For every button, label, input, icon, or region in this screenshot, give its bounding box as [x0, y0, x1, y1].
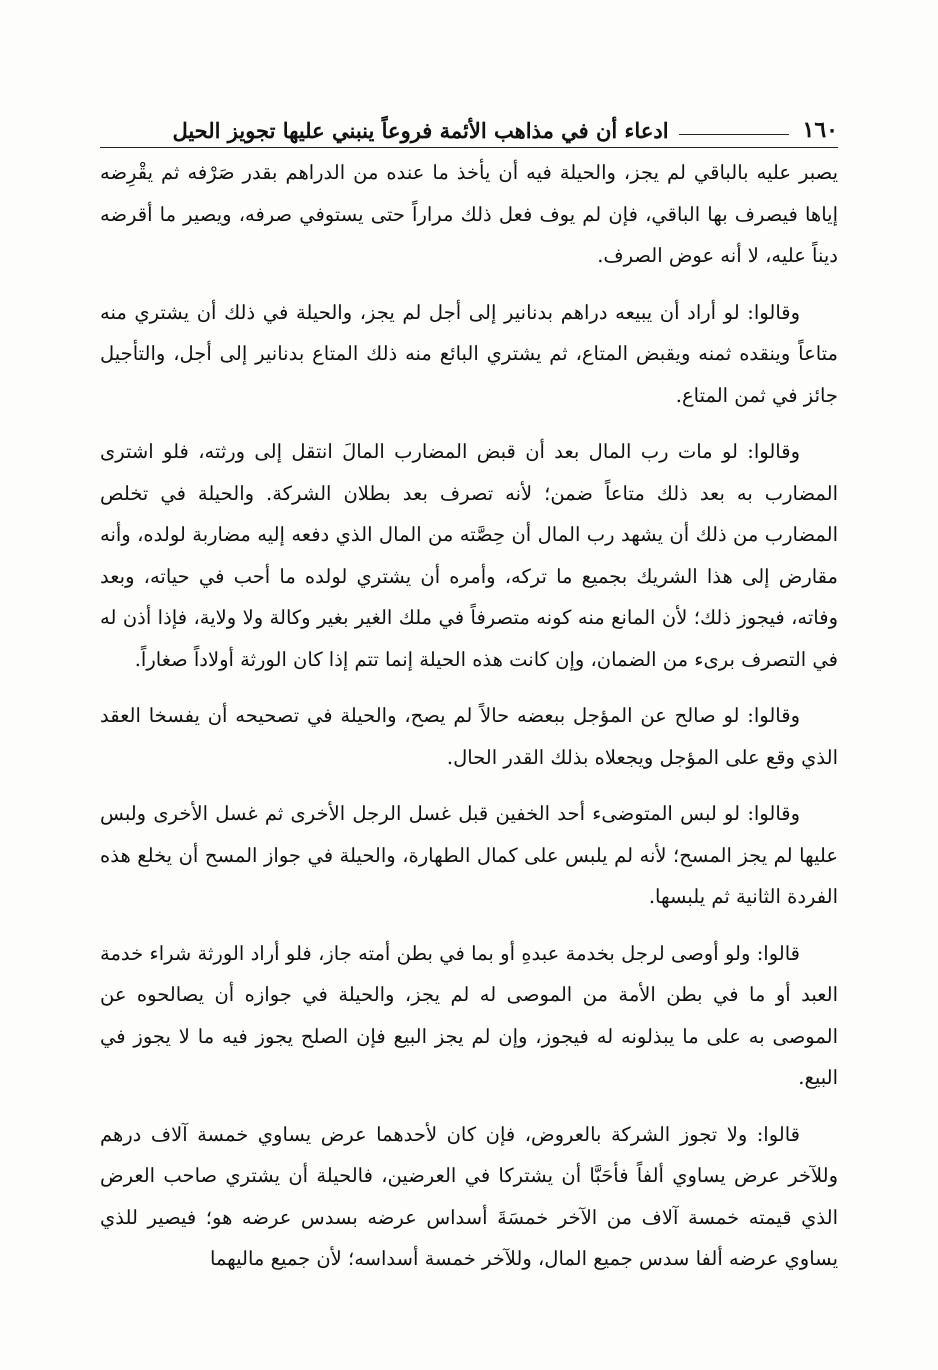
- paragraph-2: وقالوا: لو أراد أن يبيعه دراهم بدنانير إلى أجل لم يجز، والحيلة في ذلك أن يشتري منه متاعاً وينقده ثمنه ويقبض المتاع، ثم يشتري البائع منه ذلك المتاع بدنانير إلى أجل، والتأجيل جائز في ثمن المتاع.: [100, 300, 838, 407]
- paragraph-1: يصبر عليه بالباقي لم يجز، والحيلة فيه أن يأخذ ما عنده من الدراهم بقدر صَرْفه ثم يقْرِضه إياها فيصرف بها الباقي، فإن لم يوف فعل ذلك مراراً حتى يستوفي صرفه، ويصير ما أقرضه ديناً عليه، لا أنه عوض الصرف.: [100, 161, 838, 267]
- paragraph-4: وقالوا: لو صالح عن المؤجل ببعضه حالاً لم يصح، والحيلة في تصحيحه أن يفسخا العقد الذي وقع على المؤجل ويجعلاه بذلك القدر الحال.: [100, 704, 838, 769]
- page-number: ١٦٠: [802, 117, 838, 143]
- running-title: ادعاء أن في مذاهب الأئمة فروعاً ينبني عليها تجويز الحيل: [172, 118, 669, 143]
- header-rule: [679, 134, 789, 135]
- paragraph-3: وقالوا: لو مات رب المال بعد أن قبض المضارب المالَ انتقل إلى ورثته، فلو اشترى المضارب به بعد ذلك متاعاً ضمن؛ لأنه تصرف بعد بطلان الشركة. والحيلة في تخلص المضارب من ذلك أن يشهد رب المال أن حِصَّته من المال الذي دفعه إليه مضاربة لولده، وأنه مقارض إلى هذا الشريك بجميع ما تركه، وأمره أن يشتري لولده ما أحب في حياته، وبعد وفاته، فيجوز ذلك؛ لأن المانع منه كونه متصرفاً في ملك الغير بغير وكالة ولا ولاية، فإذا أذن له في التصرف برىء من الضمان، وإن كانت هذه الحيلة إنما تتم إذا كان الورثة أولاداً صغاراً.: [100, 440, 838, 671]
- paragraph-5: وقالوا: لو لبس المتوضىء أحد الخفين قبل غسل الرجل الأخرى ثم غسل الأخرى ولبس عليها لم يجز المسح؛ لأنه لم يلبس على كمال الطهارة، والحيلة في جواز المسح أن يخلع هذه الفردة الثانية ثم يلبسها.: [100, 802, 838, 908]
- page-header: [100, 103, 838, 148]
- body-text: [100, 152, 838, 1295]
- paragraph-7: قالوا: ولا تجوز الشركة بالعروض، فإن كان لأحدهما عرض يساوي خمسة آلاف درهم وللآخر عرض يساوي ألفاً فأحَبَّا أن يشتركا في العرضين، فالحيلة أن يشتري صاحب العرض الذي قيمته خمسة آلاف من الآخر خمسَةَ أسداس عرضه بسدس عرضه هو؛ فيصير للذي يساوي عرضه ألفا سدس جميع المال، وللآخر خمسة أسداسه؛ لأن جميع ماليهما: [100, 1122, 838, 1270]
- paragraph-6: قالوا: ولو أوصى لرجل بخدمة عبدهِ أو بما في بطن أمته جاز، فلو أراد الورثة شراء خدمة العبد أو ما في بطن الأمة من الموصى له لم يجز، والحيلة في جوازه أن يصالحوه عن الموصى به على ما يبذلونه له فيجوز، وإن لم يجز البيع فإن الصلح يجوز فيه ما لا يجوز في البيع.: [100, 941, 838, 1089]
